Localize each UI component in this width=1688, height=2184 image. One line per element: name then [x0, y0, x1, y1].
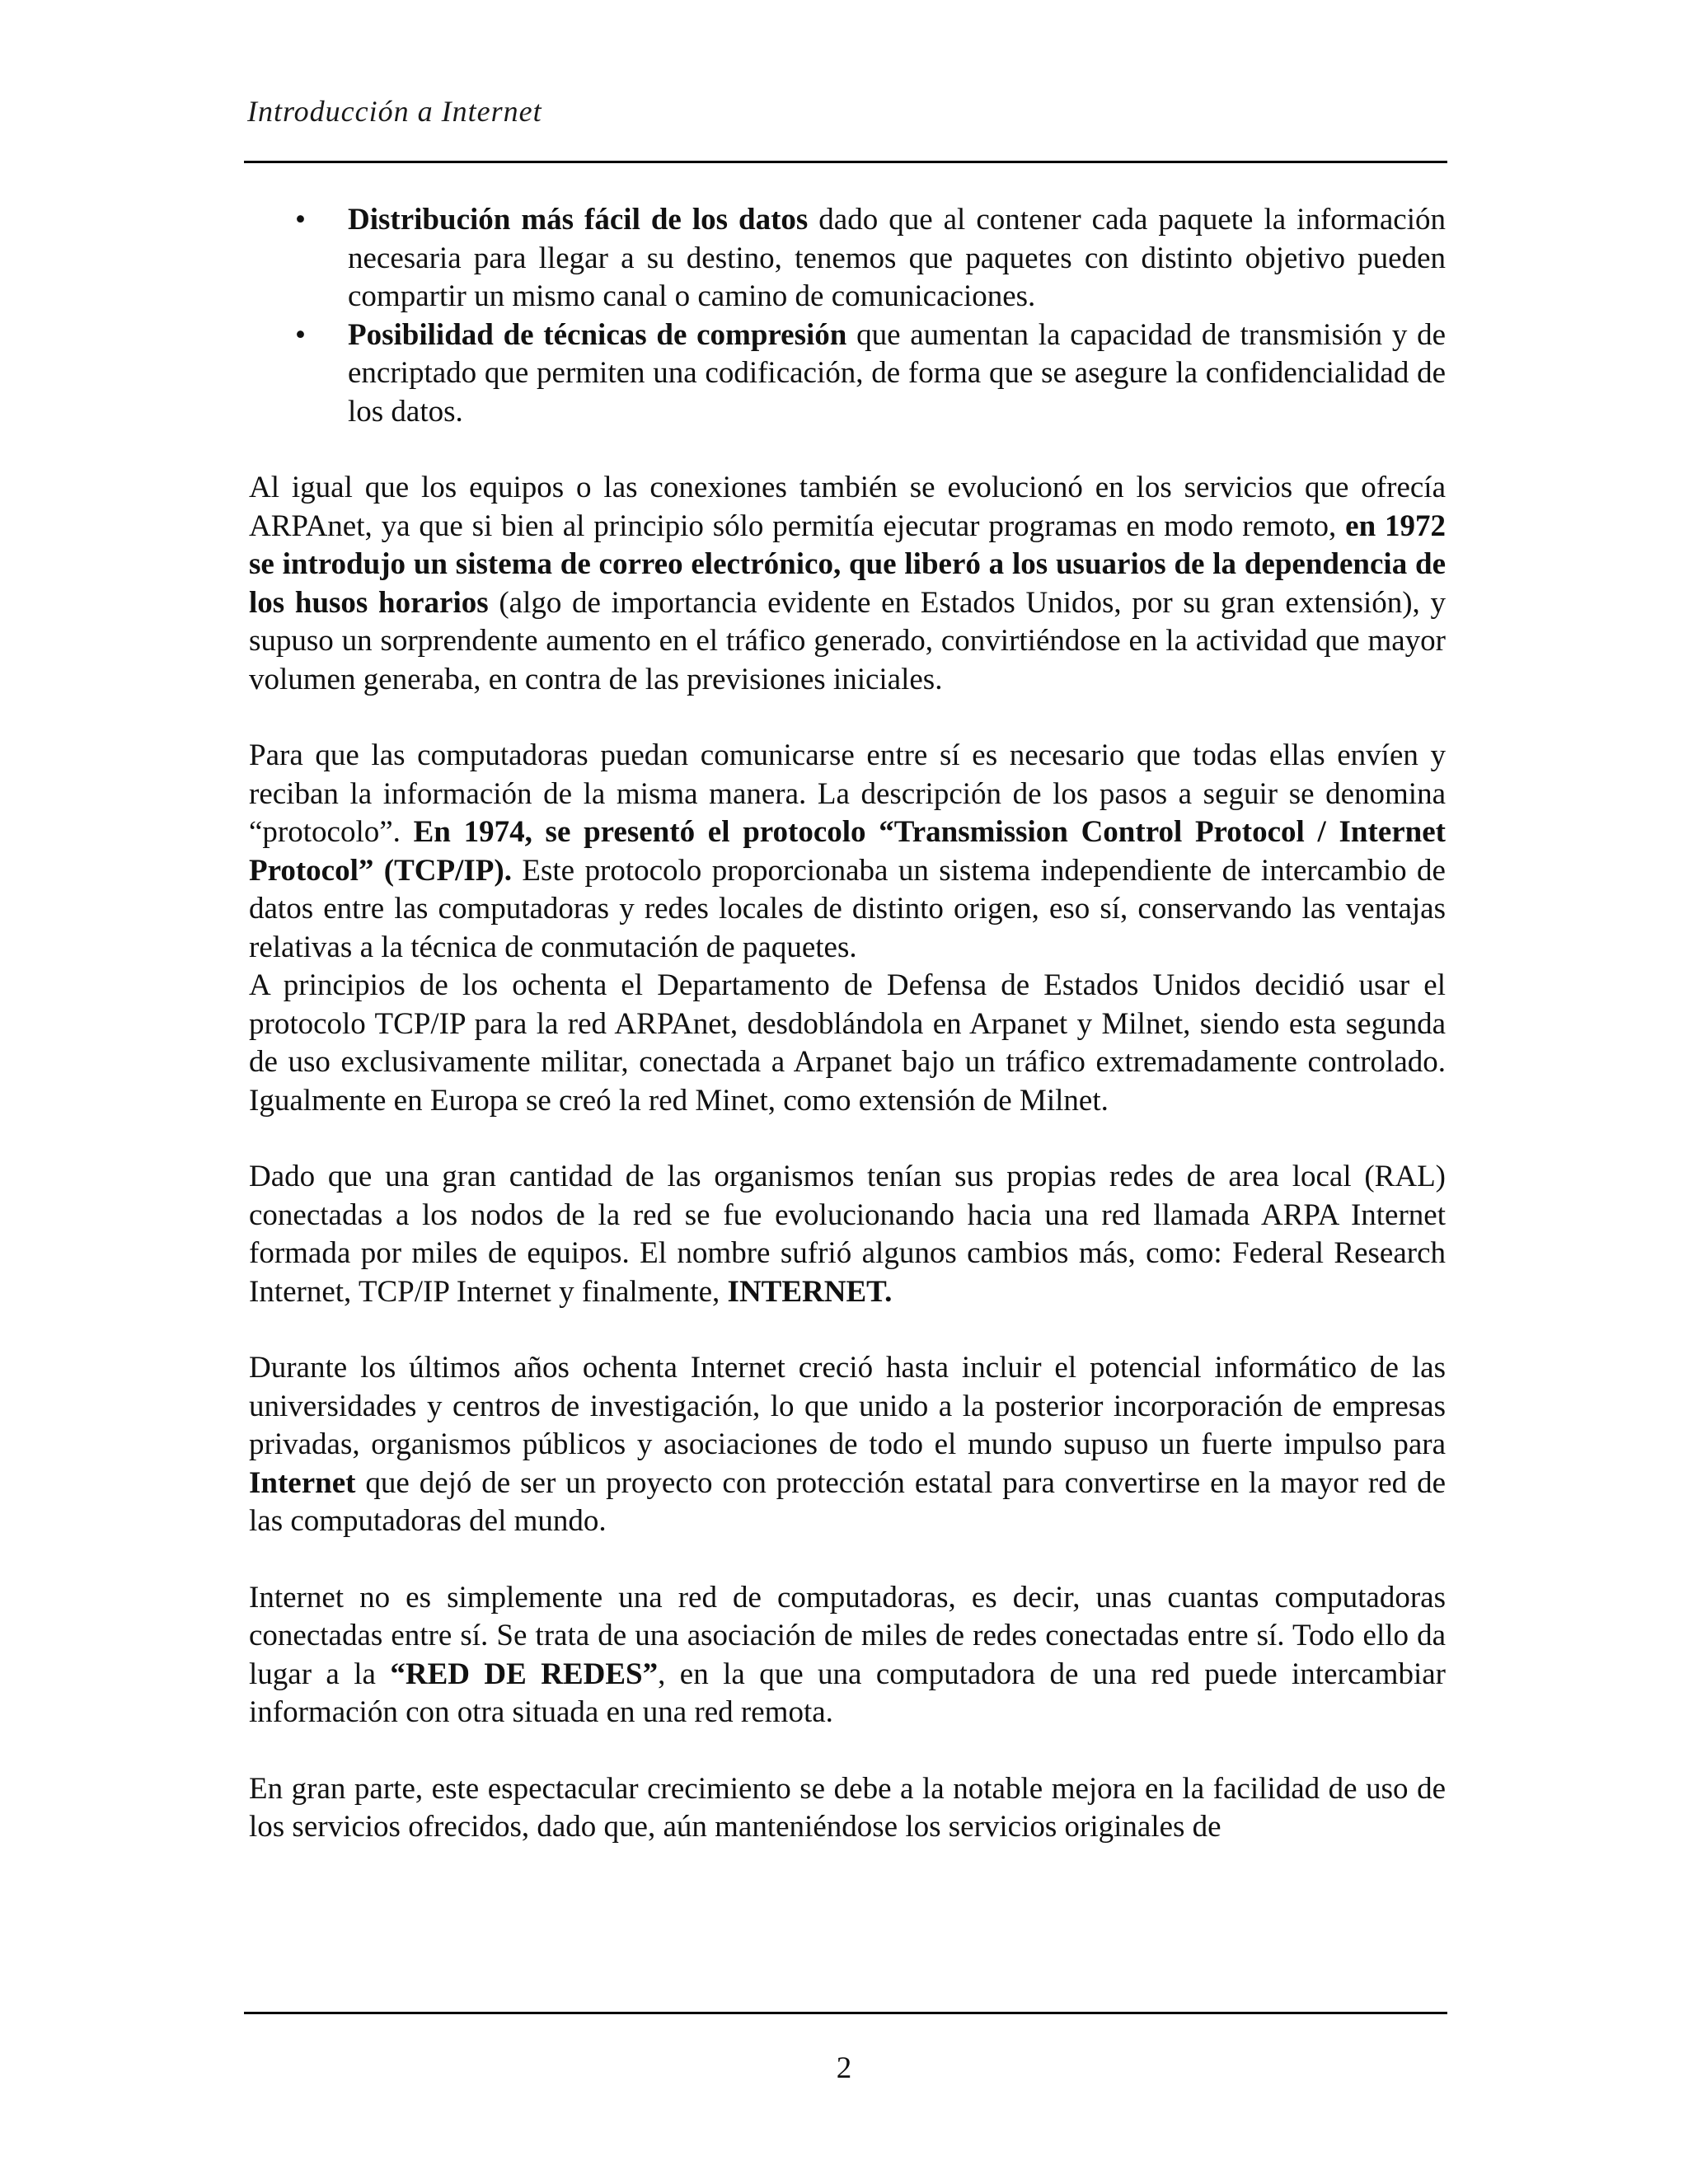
text-run: Al igual que los equipos o las conexiones también se evolucionó en los servicios que ofrecía ARPAnet, ya que si bien al principio sólo permitía ejecutar programas en modo remoto,: [249, 471, 1446, 543]
bullet-term: Posibilidad de técnicas de compresión: [348, 317, 847, 352]
text-run: Durante los últimos años ochenta Internet creció hasta incluir el potencial informático de las universidades y centros de investigación, lo que unido a la posterior incorporación de empresas privadas, organismos públicos y asociaciones de todo el mundo supuso un fuerte impulso para: [249, 1351, 1446, 1461]
text-run: Internet no es simplemente una red de computadoras, es decir, unas cuantas computadoras conectadas entre sí. Se trata de una asociación de miles de redes conectadas entre sí. Todo ello da lugar a la: [249, 1580, 1446, 1691]
page-number: 2: [836, 2051, 852, 2085]
bullet-text: que aumentan la capacidad de transmisión y de encriptado que permiten una codificación, de forma que se asegure la confidencialidad de los datos.: [348, 317, 1446, 429]
bold-run: Internet: [249, 1465, 356, 1500]
paragraph-email-1972: [249, 469, 1446, 699]
text-run: A principios de los ochenta el Departamento de Defensa de Estados Unidos decidió usar el protocolo TCP/IP para la red ARPAnet, desdoblándola en Arpanet y Milnet, siendo esta segunda de uso exclusivamente militar, conectada a Arpanet bajo un tráfico extremadamente controlado. Igualmente en Europa se creó la red Minet, como extensión de Milnet.: [249, 968, 1446, 1118]
paragraph-tcp-ip: [249, 737, 1446, 967]
header-rule: [244, 161, 1447, 163]
text-run: Dado que una gran cantidad de las organismos tenían sus propias redes de area local (RAL) conectadas a los nodos de la red se fue evolucionando hacia una red llamada ARPA Internet formada por miles de equipos. El nombre sufrió algunos cambios más, como: Federal Research Internet, TCP/IP Internet y finalmente,: [249, 1160, 1446, 1309]
list-item: [249, 316, 1446, 432]
footer-rule: [244, 2012, 1447, 2014]
bullet-icon: •: [295, 317, 306, 352]
bullet-list: [249, 201, 1446, 431]
paragraph-milnet: [249, 967, 1446, 1120]
text-run: (algo de importancia evidente en Estados Unidos, por su gran extensión), y supuso un sorprendente aumento en el tráfico generado, convirtiéndose en la actividad que mayor volumen generaba, en contra de las previsiones iniciales.: [249, 585, 1447, 696]
bold-run: en 1972 se introdujo un sistema de correo electrónico, que liberó a los usuarios de la dependencia de los husos horarios: [249, 509, 1447, 620]
text-run: Para que las computadoras puedan comunicarse entre sí es necesario que todas ellas envíen y reciban la información de la misma manera. La descripción de los pasos a seguir se denomina “protocolo”.: [249, 738, 1446, 849]
list-item: [249, 201, 1446, 316]
text-run: , en la que una computadora de una red puede intercambiar información con otra situada en una red remota.: [249, 1657, 1446, 1729]
bold-run: INTERNET.: [727, 1274, 893, 1309]
paragraph-red-de-redes: [249, 1579, 1446, 1732]
paragraph-services: [249, 1770, 1446, 1847]
text-run: En gran parte, este espectacular crecimiento se debe a la notable mejora en la facilidad de uso de los servicios ofrecidos, dado que, aún manteniéndose los servicios originales de: [249, 1771, 1446, 1844]
bullet-text: dado que al contener cada paquete la información necesaria para llegar a su destino, tenemos que paquetes con distinto objetivo pueden compartir un mismo canal o camino de comunicaciones.: [348, 203, 1446, 313]
bold-run: En 1974, se presentó el protocolo “Transmission Control Protocol / Internet Protocol” (TCP/IP).: [249, 815, 1446, 888]
paragraph-arpa-internet: [249, 1158, 1446, 1311]
running-header: Introducción a Internet: [247, 95, 542, 128]
bold-run: “RED DE REDES”: [390, 1657, 659, 1691]
document-body: [249, 201, 1446, 1847]
text-run: Este protocolo proporcionaba un sistema independiente de intercambio de datos entre las computadoras y redes locales de distinto origen, eso sí, conservando las ventajas relativas a la técnica de conmutación de paquetes.: [249, 853, 1446, 964]
text-run: que dejó de ser un proyecto con protección estatal para convertirse en la mayor red de las computadoras del mundo.: [249, 1465, 1446, 1538]
paragraph-growth: [249, 1349, 1446, 1541]
bullet-term: Distribución más fácil de los datos: [348, 203, 809, 237]
bullet-icon: •: [295, 203, 306, 237]
